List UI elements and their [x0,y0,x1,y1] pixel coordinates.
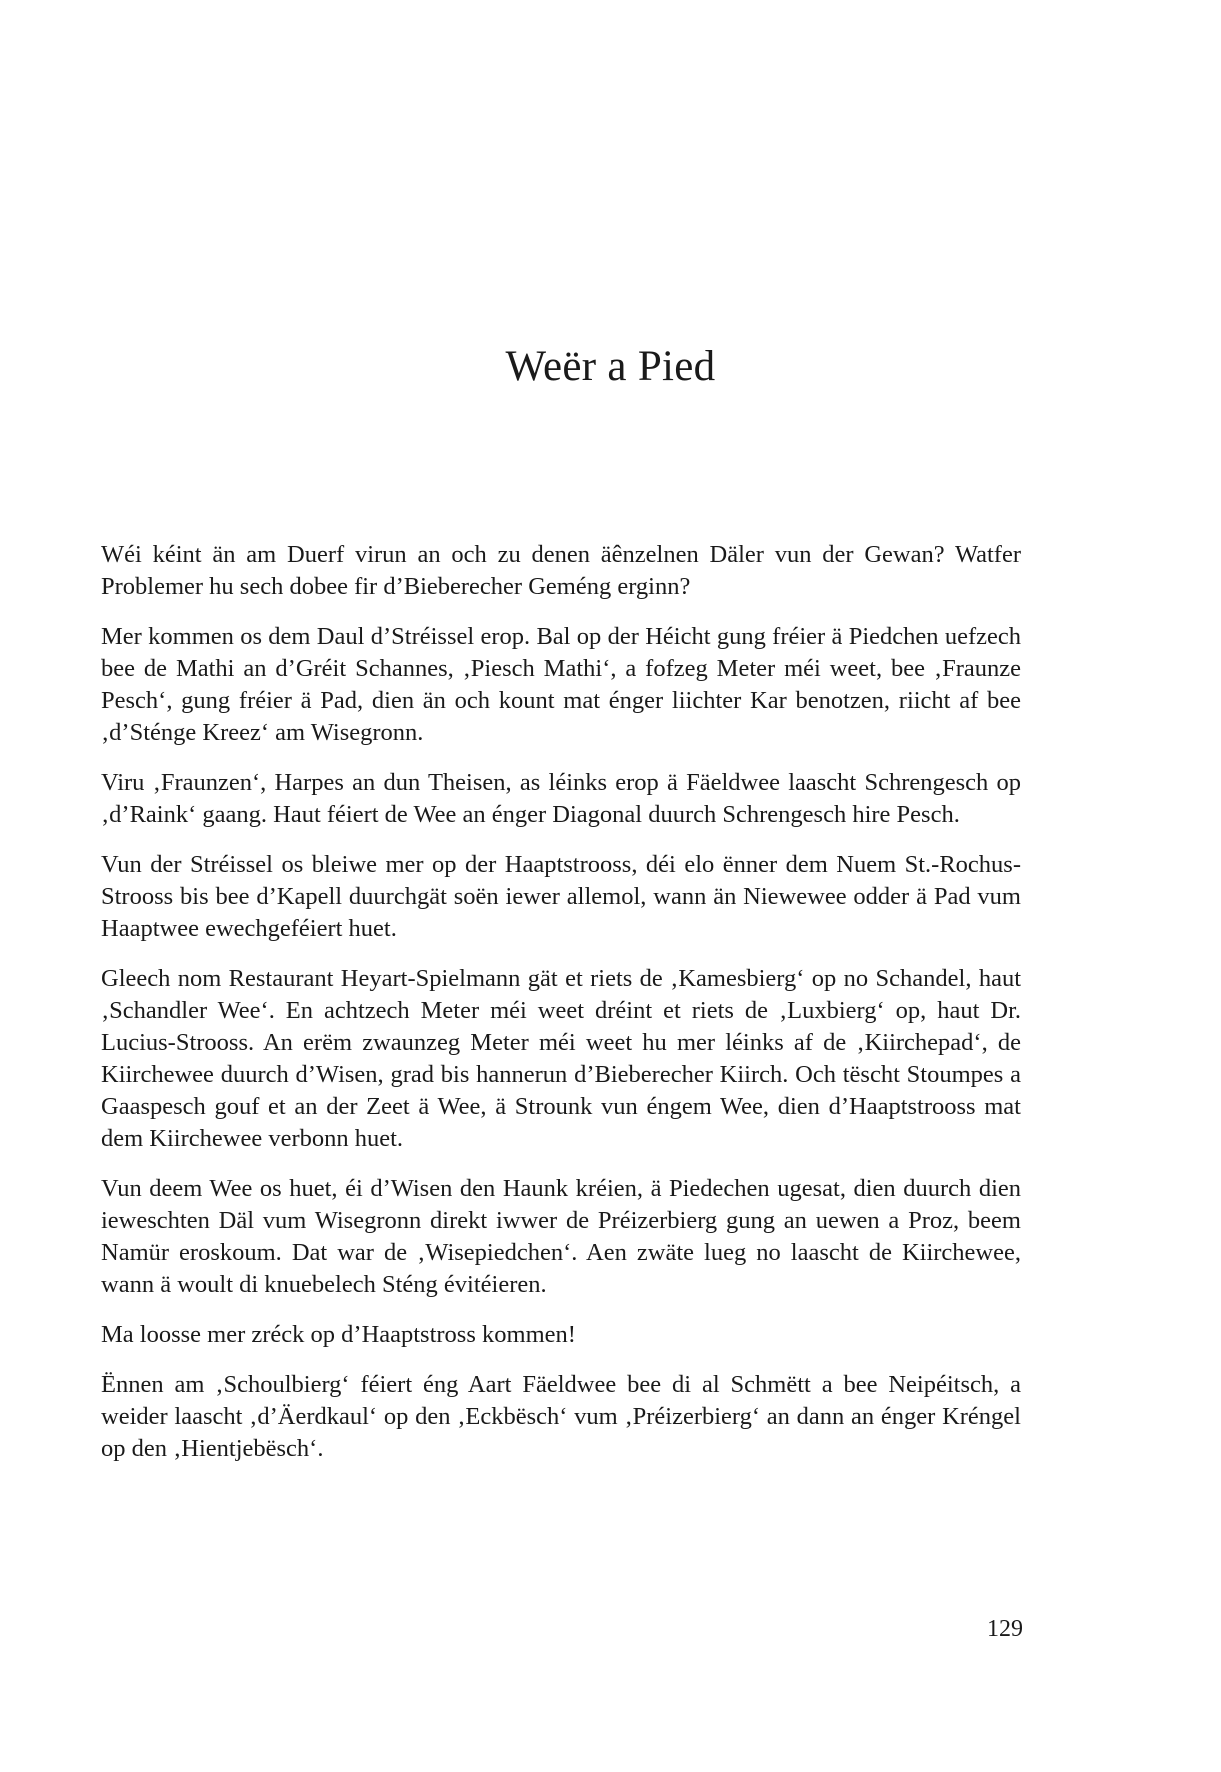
paragraph-2: Mer kommen os dem Daul d’Stréissel erop. Bal op der Héicht gung fréier ä Piedchen uefzech bee de Mathi an d’Gréit Schannes, ‚Piesch Mathi‘, a fofzeg Meter méi weet, bee ‚Fraunze Pesch‘, gung fréier ä Pad, dien än och kount mat énger liichter Kar benotzen, riicht af bee ‚d’Sténge Kreez‘ am Wisegronn. [101,623,1021,746]
page-number: 129 [987,1616,1023,1642]
paragraph-6: Vun deem Wee os huet, éi d’Wisen den Haunk kréien, ä Piedechen ugesat, dien duurch dien ieweschten Däl vum Wisegronn direkt iwwer de Préizerbierg gung an uewen a Proz, beem Namür eroskoum. Dat war de ‚Wisepiedchen‘. Aen zwäte lueg no laascht de Kiirchewee, wann ä woult di knuebelech Sténg évitéieren. [101,1175,1021,1298]
chapter-title: Weër a Pied [505,343,716,390]
paragraph-7: Ma loosse mer zréck op d’Haaptstross kommen! [101,1321,576,1348]
body-text [101,539,1021,1483]
paragraph-8: Ënnen am ‚Schoulbierg‘ féiert éng Aart Fäeldwee bee di al Schmëtt a bee Neipéitsch, a weider laascht ‚d’Äerdkaul‘ op den ‚Eckbësch‘ vum ‚Préizerbierg‘ an dann an énger Kréngel op den ‚Hientjebësch‘. [101,1371,1021,1462]
paragraph-5: Gleech nom Restaurant Heyart-Spielmann gät et riets de ‚Kamesbierg‘ op no Schandel, haut ‚Schandler Wee‘. En achtzech Meter méi weet dréint et riets de ‚Luxbierg‘ op, haut Dr. Lucius-Strooss. An erëm zwaunzeg Meter méi weet hu mer léinks af de ‚Kiirchepad‘, de Kiirchewee duurch d’Wisen, grad bis hannerun d’Bieberecher Kiirch. Och tëscht Stoumpes a Gaaspesch gouf et an der Zeet ä Wee, ä Strounk vun éngem Wee, dien d’Haaptstrooss mat dem Kiirchewee verbonn huet. [101,965,1021,1152]
paragraph-3: Viru ‚Fraunzen‘, Harpes an dun Theisen, as léinks erop ä Fäeldwee laascht Schrengesch op ‚d’Raink‘ gaang. Haut féiert de Wee an énger Diagonal duurch Schrengesch hire Pesch. [101,769,1021,828]
paragraph-1: Wéi kéint än am Duerf virun an och zu denen äênzelnen Däler vun der Gewan? Watfer Problemer hu sech dobee fir d’Bieberecher Geméng erginn? [101,541,1021,600]
paragraph-4: Vun der Stréissel os bleiwe mer op der Haaptstrooss, déi elo ënner dem Nuem St.-Rochus-Strooss bis bee d’Kapell duurchgät soën iewer allemol, wann än Niewewee odder ä Pad vum Haaptwee ewechgeféiert huet. [101,851,1021,942]
